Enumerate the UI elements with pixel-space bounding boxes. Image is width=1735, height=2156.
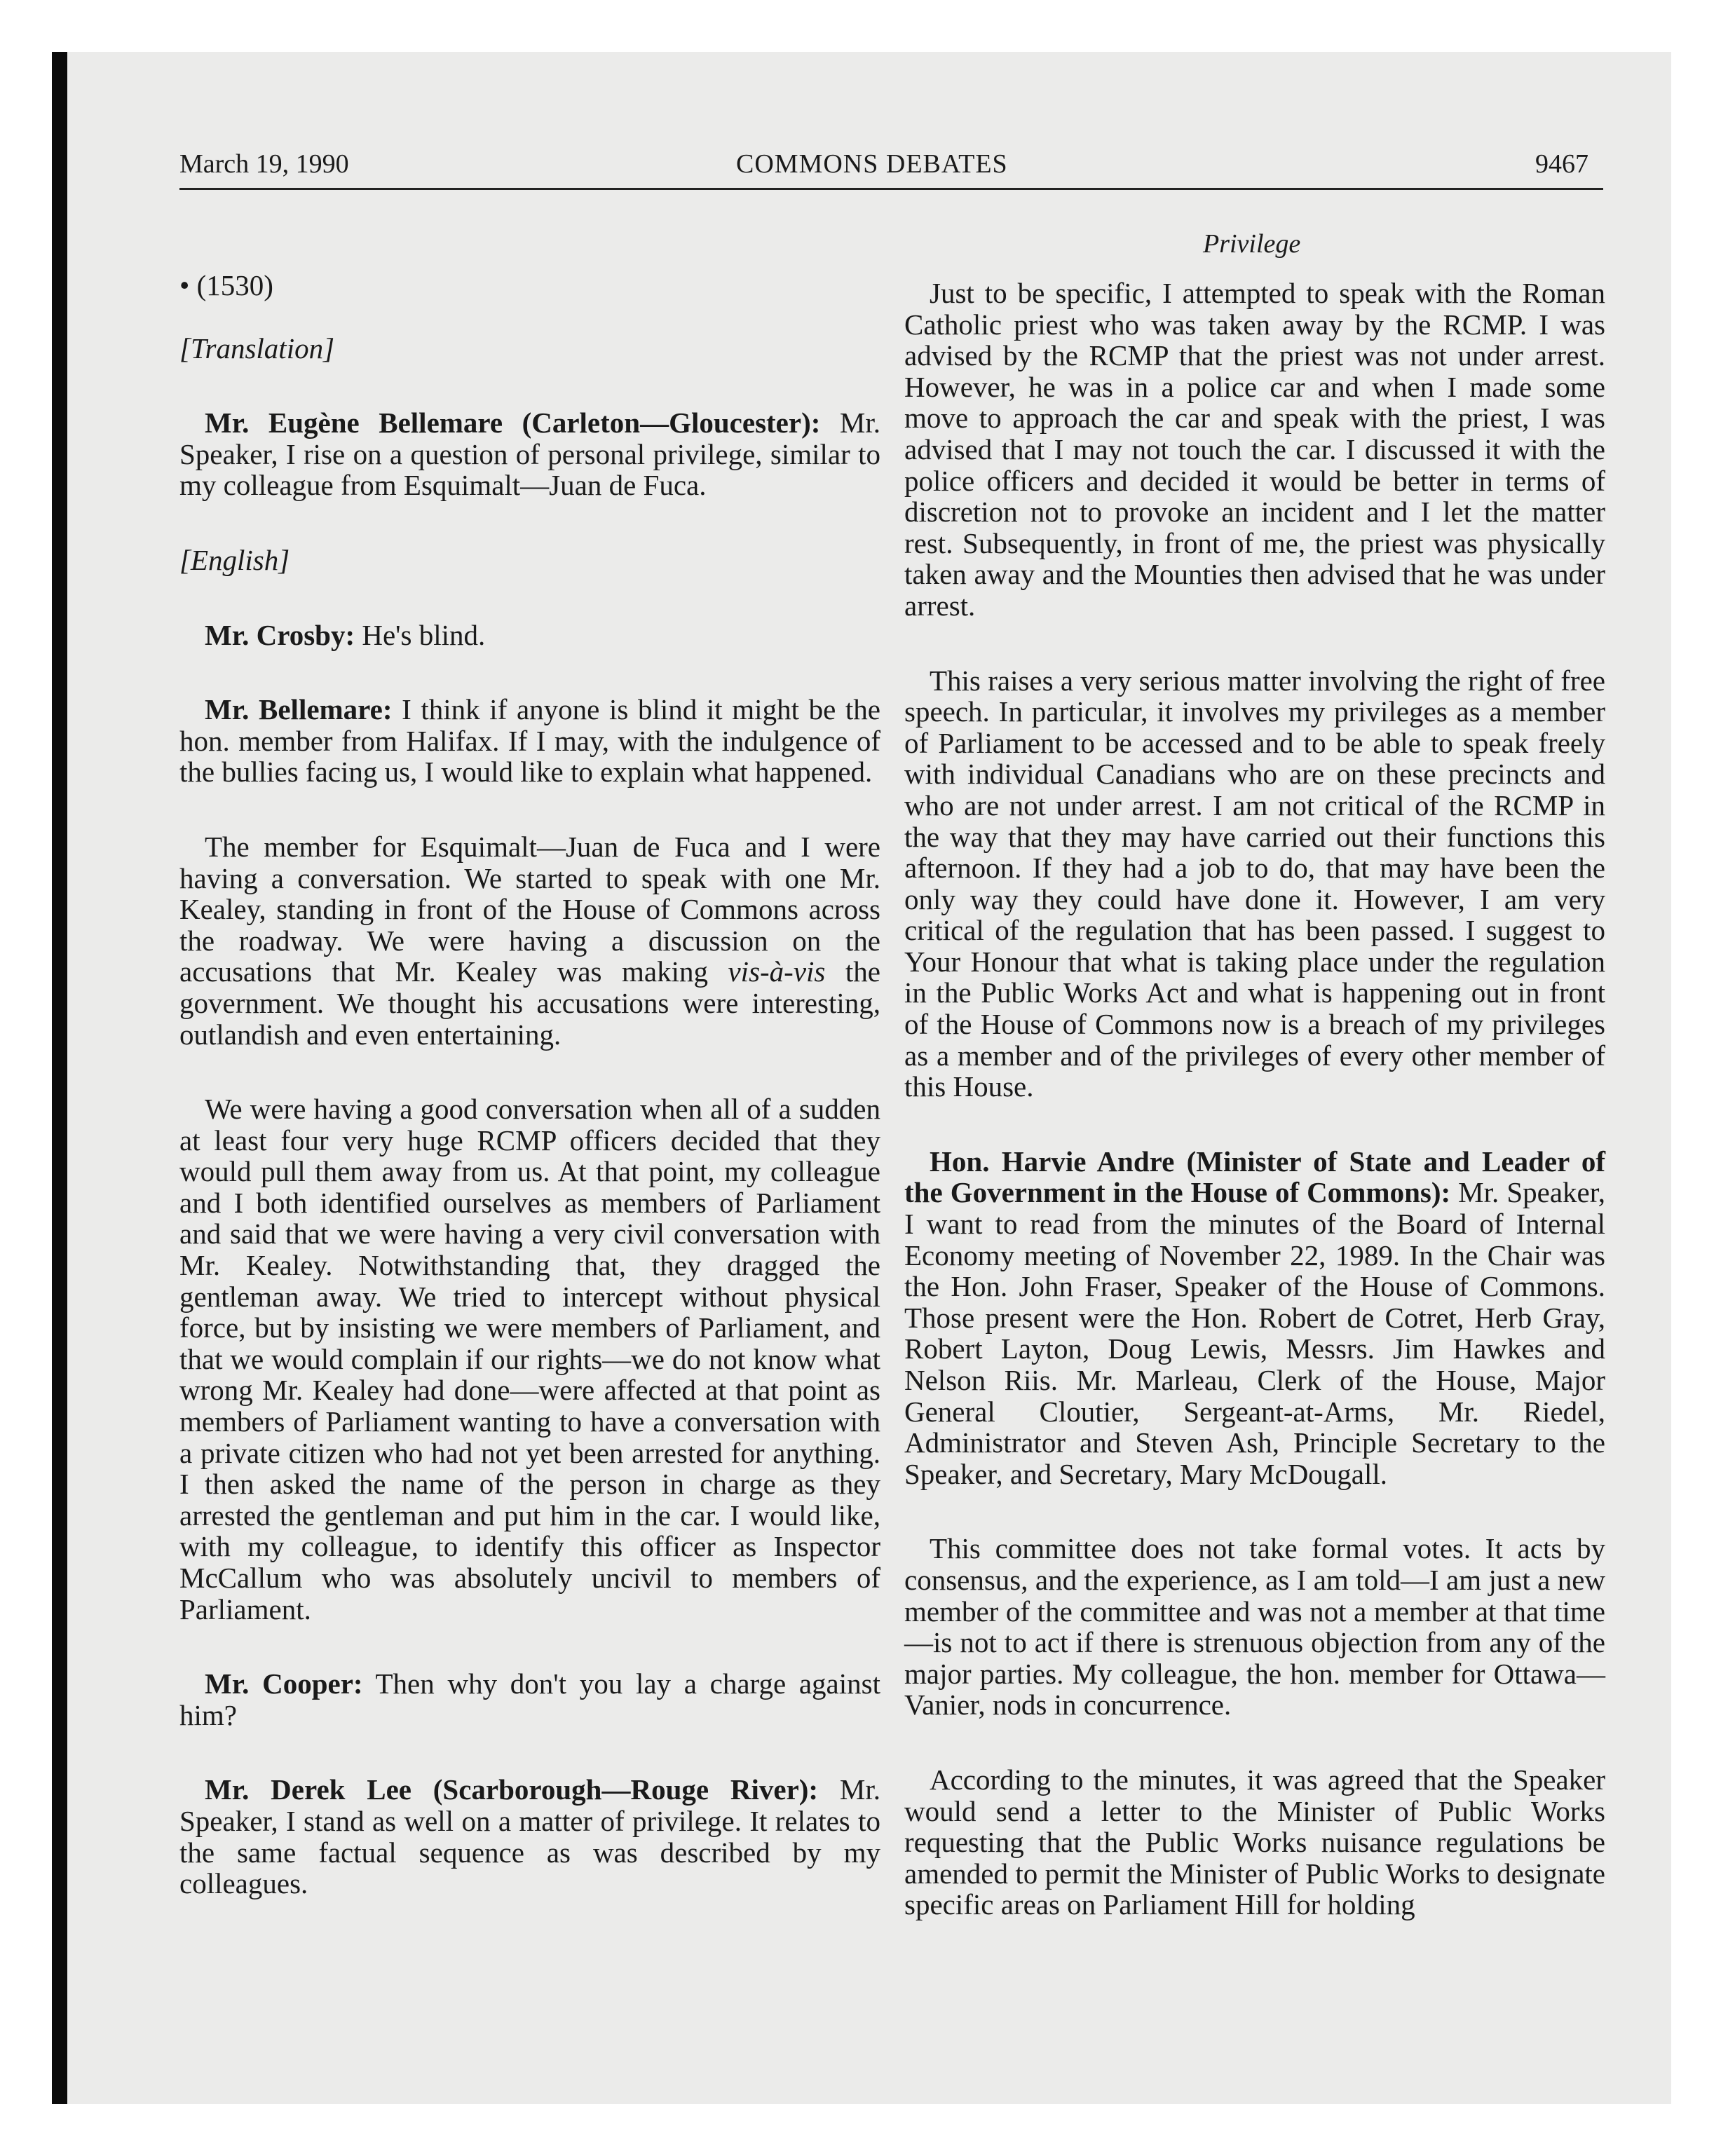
header-title: COMMONS DEBATES <box>736 149 1008 179</box>
right-column <box>904 278 1605 1952</box>
time-marker: • (1530) <box>179 269 273 301</box>
speech-text: Mr. Speaker, I rise on a question of personal privilege, similar to my colleague from Esquimalt—Juan de Fuca. <box>179 407 880 502</box>
speech-paragraph: Just to be specific, I attempted to speak with the Roman Catholic priest who was taken away by the RCMP. I was advised by the RCMP that the priest was not under arrest. However, he was in a police car and when I made some move to approach the car and speak with the priest, I was advised that I may not touch the car. I discussed it with the police officers and decided it would be better in terms of discretion not to provoke an incident and I let the matter rest. Subsequently, in front of me, the priest was physically taken away and the Mounties then advised that he was under arrest. <box>904 277 1605 622</box>
speaker-name: Mr. Crosby: <box>205 618 355 651</box>
speech-text: I think if anyone is blind it might be the hon. member from Halifax. If I may, with the indulgence of the bullies facing us, I would like to explain what happened. <box>179 693 880 789</box>
speech-text: Mr. Speaker, I want to read from the minutes of the Board of Internal Economy meeting of November 22, 1989. In the Chair was the Hon. John Fraser, Speaker of the House of Commons. Those present were the Hon. Robert de Cotret, Herb Gray, Robert Layton, Doug Lewis, Messrs. Jim Hawkes and Nelson Riis. Mr. Marleau, Clerk of the House, Major General Cloutier, Sergeant-at-Arms, Mr. Riedel, Administrator and Steven Ash, Principle Secretary to the Speaker, and Secretary, Mary McDougall. <box>904 1176 1605 1490</box>
left-column <box>179 270 880 1931</box>
header-rule <box>179 188 1603 190</box>
speech-bellemare-1 <box>179 407 880 501</box>
translation-label: [Translation] <box>179 332 335 364</box>
speech-text: the government. We thought his accusations were interesting, outlandish and even entertaining. <box>179 955 880 1051</box>
speech-cooper <box>179 1668 880 1731</box>
speech-lee <box>179 1774 880 1899</box>
speech-text: The member for Esquimalt—Juan de Fuca and I were having a conversation. We started to speak with one Mr. Kealey, standing in front of the House of Commons across the roadway. We were having a discussion on the accusations that Mr. Kealey was making <box>179 830 880 988</box>
running-head: Privilege <box>1203 229 1301 259</box>
speech-andre <box>904 1146 1605 1490</box>
speech-text: He's blind. <box>355 618 486 651</box>
speech-bellemare-2 <box>179 694 880 788</box>
speech-paragraph: This committee does not take formal votes. It acts by consensus, and the experience, as I am told—I am just a new member of the committee and was not a member at that time—is not to act if there is strenuous objection from any of the major parties. My colleague, the hon. member for Ottawa—Vanier, nods in concurrence. <box>904 1532 1605 1721</box>
binding-edge <box>52 52 67 2104</box>
header-date: March 19, 1990 <box>179 149 349 179</box>
speaker-name: Mr. Derek Lee (Scarborough—Rouge River): <box>205 1773 819 1806</box>
speaker-name: Mr. Cooper: <box>205 1667 363 1700</box>
speaker-name: Mr. Bellemare: <box>205 693 393 726</box>
speech-text: Then why don't you lay a charge against him? <box>179 1667 880 1731</box>
speech-paragraph <box>179 831 880 1050</box>
speech-paragraph: We were having a good conversation when all of a sudden at least four very huge RCMP officers decided that they would pull them away from us. At that point, my colleague and I both identified ourselves as members of Parliament and said that we were having a very civil conversation with Mr. Kealey. Notwithstanding that, they dragged the gentleman away. We tried to intercept without physical force, but by insisting we were members of Parliament, and that we would complain if our rights—we do not know what wrong Mr. Kealey had done—were affected at that point as members of Parliament wanting to have a conversation with a private citizen who had not yet been arrested for anything. I then asked the name of the person in charge as they arrested the gentleman and put him in the car. I would like, with my colleague, to identify this officer as Inspector McCallum who was absolutely uncivil to members of Parliament. <box>179 1093 880 1625</box>
english-label: [English] <box>179 543 290 576</box>
page-number: 9467 <box>1535 149 1588 179</box>
speaker-name: Mr. Eugène Bellemare (Carleton—Gloucester): <box>205 407 821 439</box>
italic-phrase: vis-à-vis <box>728 955 826 988</box>
speech-paragraph: This raises a very serious matter involving the right of free speech. In particular, it involves my privileges as a member of Parliament to be accessed and to be able to speak freely with individual Canadians who are on these precincts and who are not under arrest. I am not critical of the RCMP in the way that they may have carried out their functions this afternoon. If they had a job to do, that may have been the only way they could have done it. However, I am very critical of the regulation that has been passed. I suggest to Your Honour that what is taking place under the regulation in the Public Works Act and what is happening out in front of the House of Commons now is a breach of my privileges as a member and of the privileges of every other member of this House. <box>904 664 1605 1103</box>
speech-text: Mr. Speaker, I stand as well on a matter of privilege. It relates to the same factual sequence as was described by my colleagues. <box>179 1773 880 1900</box>
speaker-name: Hon. Harvie Andre (Minister of State and Leader of the Government in the House of Commons): <box>904 1145 1605 1209</box>
speech-paragraph: According to the minutes, it was agreed that the Speaker would send a letter to the Minister of Public Works requesting that the Public Works nuisance regulations be amended to permit the Minister of Public Works to designate specific areas on Parliament Hill for holding <box>904 1763 1605 1921</box>
speech-crosby <box>179 620 880 651</box>
